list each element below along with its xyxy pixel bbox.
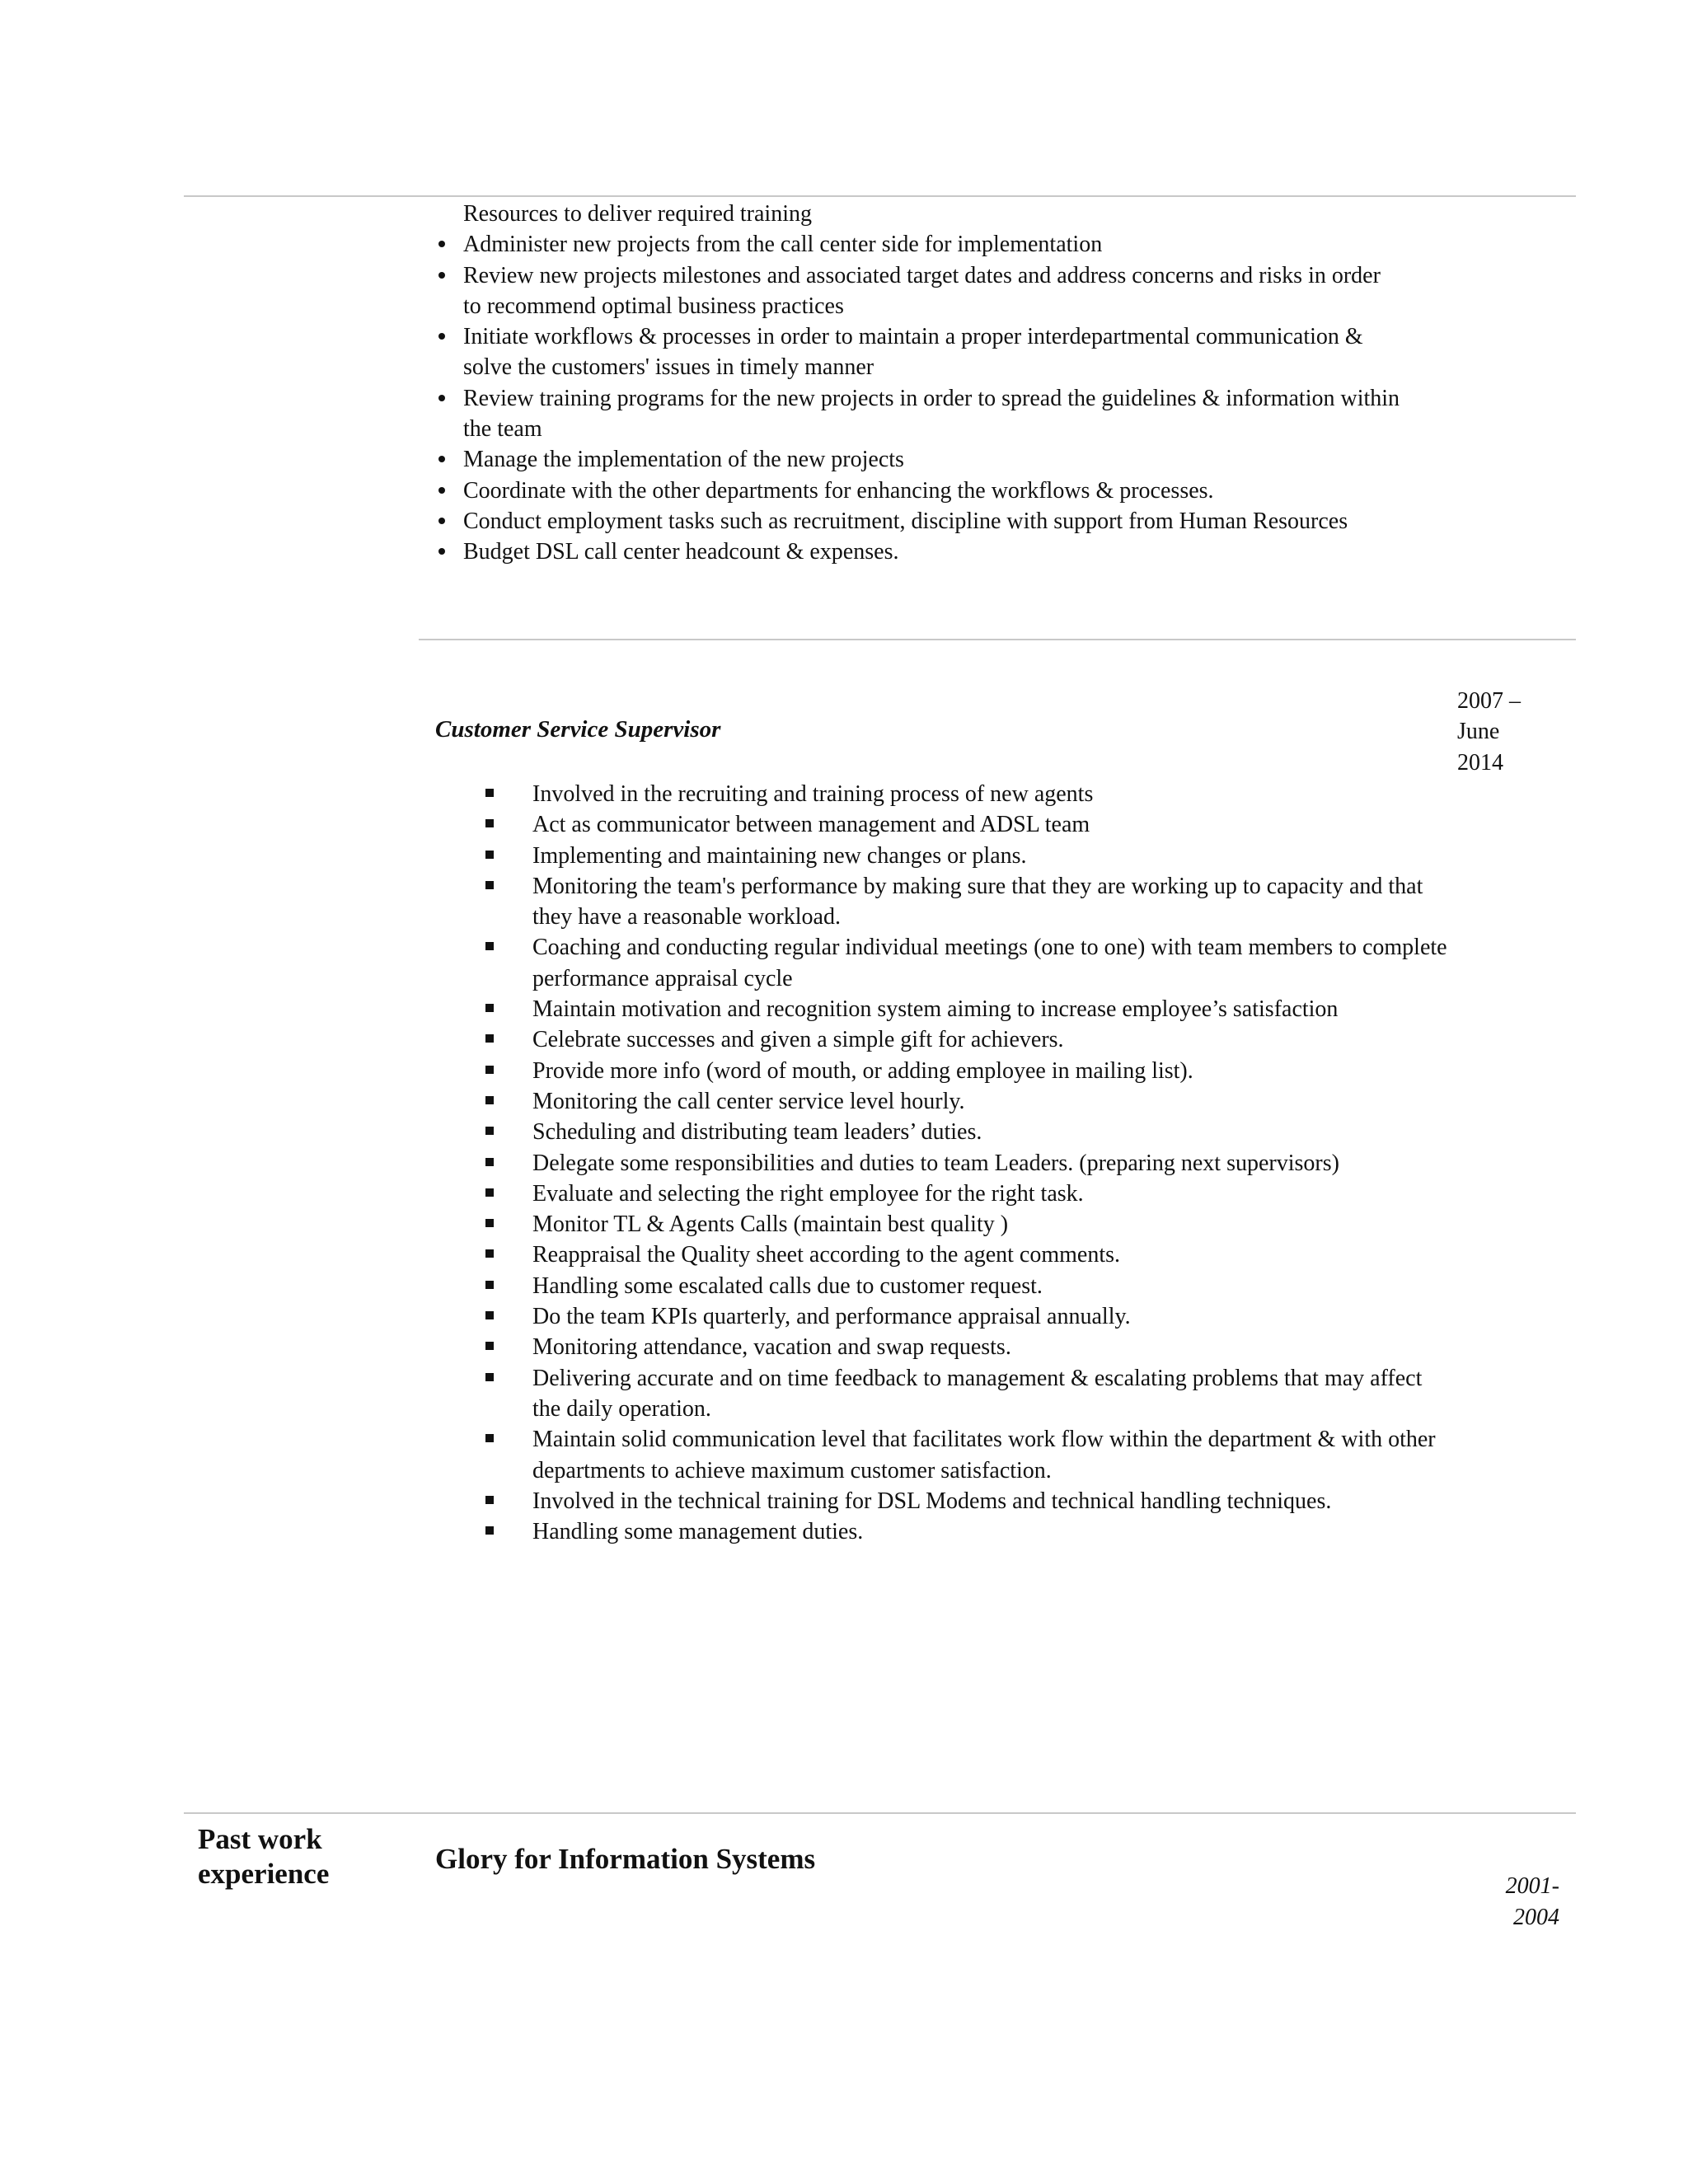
list-item [463, 506, 1403, 537]
square-bullet-icon [485, 1219, 494, 1227]
list-item-text: Involved in the technical training for DSL Modems and technical handling techniques. [532, 1488, 1332, 1514]
list-item [532, 994, 1447, 1024]
list-item-text: Implementing and maintaining new changes or plans. [532, 842, 1027, 869]
list-item [532, 1424, 1447, 1486]
company-name: Glory for Information Systems [435, 1843, 816, 1875]
round-bullet-icon [438, 548, 445, 555]
past-work-heading-line: experience [198, 1858, 330, 1890]
square-bullet-icon [485, 1096, 494, 1104]
list-item-text: Initiate workflows & processes in order to maintain a proper interdepartmental communication & solve the customers' issues in timely manner [463, 324, 1363, 381]
list-item-text: Review new projects milestones and associated target dates and address concerns and risks in order to recommend optimal business practices [463, 262, 1381, 319]
square-bullet-icon [485, 881, 494, 889]
list-item [532, 1363, 1447, 1425]
list-item-text: Evaluate and selecting the right employee for the right task. [532, 1180, 1084, 1207]
round-bullet-icon [438, 456, 445, 462]
square-bullet-icon [485, 1373, 494, 1381]
list-item [532, 1179, 1447, 1209]
square-bullet-icon [485, 851, 494, 859]
list-item [532, 1240, 1447, 1270]
list-item-text: Budget DSL call center headcount & expenses. [463, 539, 899, 565]
round-bullet-icon [438, 272, 445, 279]
list-item [463, 444, 1403, 475]
section-divider-middle [419, 639, 1576, 640]
list-item [532, 932, 1447, 994]
list-item [532, 1024, 1447, 1055]
list-item [463, 476, 1403, 506]
past-work-dates-line: 2001- [1505, 1873, 1559, 1899]
list-item-text: Act as communicator between management and ADSL team [532, 812, 1090, 838]
past-work-heading [198, 1822, 329, 1891]
list-item [463, 321, 1403, 383]
responsibilities-list-supervisor [532, 779, 1447, 1547]
list-item-text: Manage the implementation of the new projects [463, 447, 904, 473]
square-bullet-icon [485, 1034, 494, 1043]
square-bullet-icon [485, 1342, 494, 1350]
square-bullet-icon [485, 1526, 494, 1535]
list-item [532, 871, 1447, 933]
round-bullet-icon [438, 333, 445, 340]
section-divider-top [184, 195, 1576, 197]
past-work-dates [1467, 1871, 1559, 1933]
job-dates-line: 2007 – [1457, 688, 1521, 714]
list-item-text: Coaching and conducting regular individual meetings (one to one) with team members to complete performance appraisal cycle [532, 935, 1447, 991]
list-item [532, 1056, 1447, 1086]
square-bullet-icon [485, 1066, 494, 1074]
list-item [463, 229, 1403, 260]
list-item-text: Delegate some responsibilities and duties to team Leaders. (preparing next supervisors) [532, 1150, 1339, 1176]
list-item-text: Maintain solid communication level that facilitates work flow within the department & with other departments to achieve maximum customer satisfaction. [532, 1427, 1436, 1483]
list-item [532, 1332, 1447, 1362]
list-item-text: Coordinate with the other departments for enhancing the workflows & processes. [463, 477, 1214, 504]
list-item [532, 1209, 1447, 1240]
square-bullet-icon [485, 1158, 494, 1166]
list-item [532, 1301, 1447, 1332]
list-item [532, 1148, 1447, 1179]
list-item-text: Do the team KPIs quarterly, and performance appraisal annually. [532, 1304, 1131, 1330]
list-item-text: Review training programs for the new projects in order to spread the guidelines & information within the team [463, 385, 1400, 443]
list-item-text: Reappraisal the Quality sheet according to the agent comments. [532, 1242, 1120, 1268]
list-item-text: Handling some escalated calls due to customer request. [532, 1272, 1043, 1299]
square-bullet-icon [485, 1434, 494, 1442]
square-bullet-icon [485, 1004, 494, 1012]
square-bullet-icon [485, 1249, 494, 1258]
list-item [532, 1086, 1447, 1117]
list-item [532, 1117, 1447, 1147]
responsibilities-list-previous-role [463, 229, 1403, 567]
job-dates-line: June [1457, 719, 1500, 745]
list-item-text: Monitoring attendance, vacation and swap requests. [532, 1334, 1011, 1361]
square-bullet-icon [485, 942, 494, 950]
list-item-text: Celebrate successes and given a simple gift for achievers. [532, 1027, 1064, 1053]
round-bullet-icon [438, 395, 445, 401]
list-item [532, 841, 1447, 871]
list-item-text: Monitoring the team's performance by making sure that they are working up to capacity and that they have a reasonable workload. [532, 873, 1423, 930]
list-item [463, 383, 1403, 445]
job-title: Customer Service Supervisor [435, 716, 721, 743]
list-item [532, 1486, 1447, 1516]
list-item-text: Delivering accurate and on time feedback to management & escalating problems that may affect the daily operation. [532, 1365, 1423, 1422]
job-dates-line: 2014 [1457, 749, 1503, 776]
square-bullet-icon [485, 1127, 494, 1135]
list-item [463, 260, 1403, 322]
square-bullet-icon [485, 1281, 494, 1289]
list-item-text: Monitor TL & Agents Calls (maintain best quality ) [532, 1212, 1009, 1238]
list-item [532, 809, 1447, 840]
round-bullet-icon [438, 487, 445, 494]
square-bullet-icon [485, 1496, 494, 1504]
square-bullet-icon [485, 789, 494, 797]
past-work-dates-line: 2004 [1513, 1905, 1559, 1930]
list-item-text: Scheduling and distributing team leaders’ duties. [532, 1119, 982, 1146]
list-item [532, 1271, 1447, 1301]
list-item-text: Monitoring the call center service level hourly. [532, 1088, 965, 1114]
list-item-text: Provide more info (word of mouth, or adding employee in mailing list). [532, 1057, 1193, 1084]
list-item-text: Involved in the recruiting and training process of new agents [532, 781, 1094, 807]
square-bullet-icon [485, 1311, 494, 1319]
job-dates [1457, 686, 1564, 778]
list-item-text: Administer new projects from the call center side for implementation [463, 232, 1103, 258]
section-divider-past-work [184, 1812, 1576, 1814]
list-item [532, 1516, 1447, 1547]
square-bullet-icon [485, 1188, 494, 1197]
round-bullet-icon [438, 241, 445, 247]
list-item-text: Maintain motivation and recognition system aiming to increase employee’s satisfaction [532, 996, 1339, 1023]
past-work-heading-line: Past work [198, 1823, 322, 1855]
list-item-text: Conduct employment tasks such as recruitment, discipline with support from Human Resources [463, 508, 1348, 534]
round-bullet-icon [438, 518, 445, 524]
list-item [463, 537, 1403, 567]
continued-bullet-text: Resources to deliver required training [463, 201, 812, 227]
list-item-text: Handling some management duties. [532, 1519, 864, 1545]
square-bullet-icon [485, 819, 494, 827]
list-item [532, 779, 1447, 809]
